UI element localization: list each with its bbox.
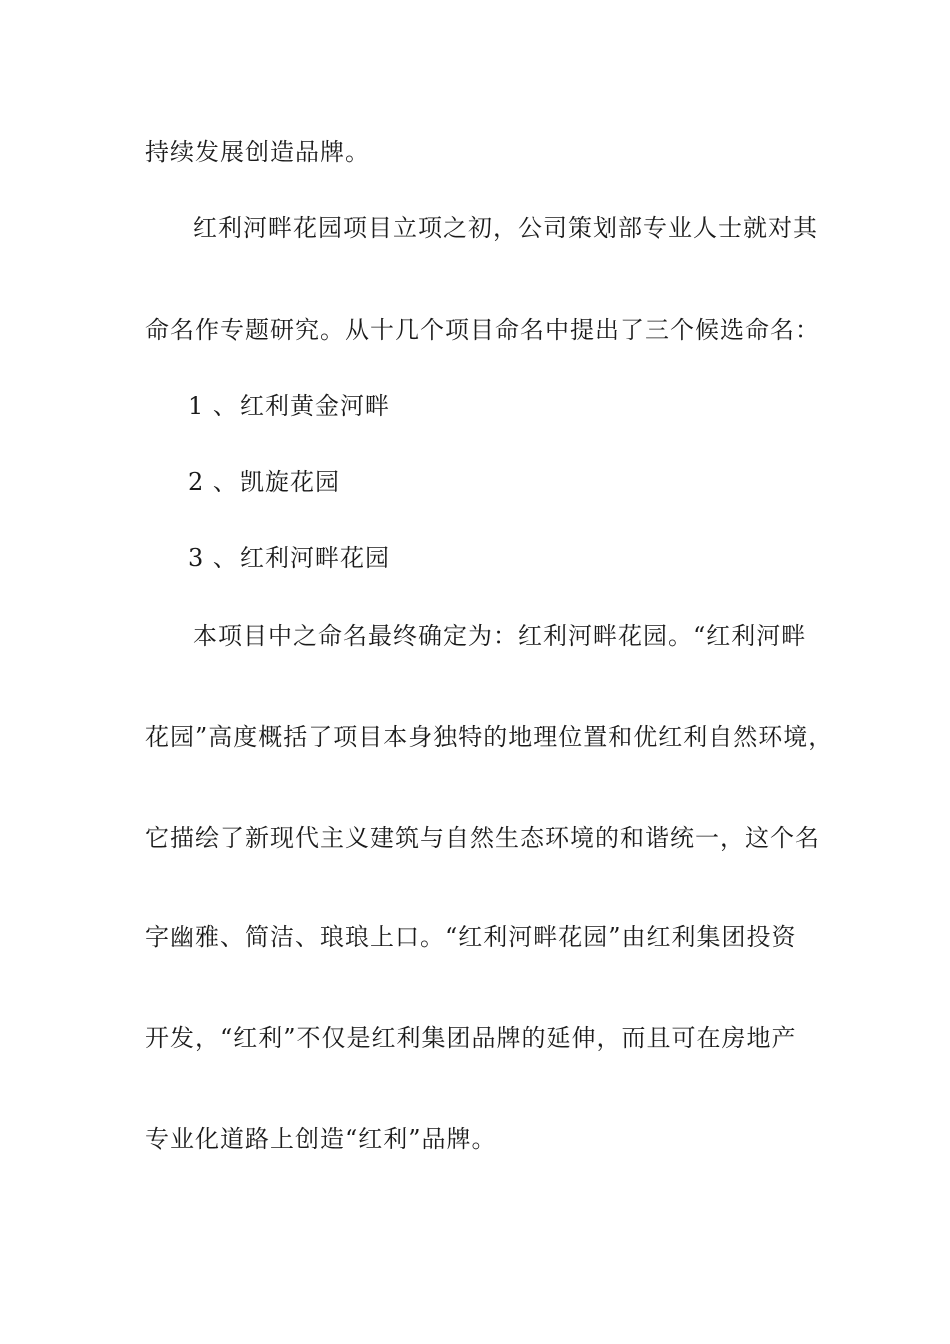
candidate-number: 3 、	[188, 544, 238, 572]
candidate-number: 2 、	[188, 468, 238, 496]
paragraph-2-line-1: 红利河畔花园项目立项之初，公司策划部专业人士就对其	[193, 214, 818, 242]
candidate-number: 1 、	[188, 392, 238, 420]
paragraph-3-line-1: 本项目中之命名最终确定为：红利河畔花园。“红利河畔	[193, 622, 807, 650]
candidate-item-1	[188, 391, 390, 421]
candidate-item-2	[188, 467, 340, 497]
paragraph-3-line-5: 开发，“红利”不仅是红利集团品牌的延伸，而且可在房地产	[145, 1024, 797, 1052]
paragraph-3-line-2: 花园”高度概括了项目本身独特的地理位置和优红利自然环境，	[145, 723, 834, 751]
candidate-item-3	[188, 543, 390, 573]
candidate-name: 红利黄金河畔	[240, 392, 390, 420]
candidate-name: 凯旋花园	[240, 468, 340, 496]
paragraph-1-tail: 持续发展创造品牌。	[145, 138, 370, 166]
paragraph-3-line-3: 它描绘了新现代主义建筑与自然生态环境的和谐统一，这个名	[145, 824, 820, 852]
paragraph-3-line-6: 专业化道路上创造“红利”品牌。	[145, 1125, 497, 1153]
paragraph-3-line-4: 字幽雅、简洁、琅琅上口。“红利河畔花园”由红利集团投资	[145, 923, 797, 951]
paragraph-2-line-2: 命名作专题研究。从十几个项目命名中提出了三个候选命名：	[145, 316, 820, 344]
candidate-name: 红利河畔花园	[240, 544, 390, 572]
